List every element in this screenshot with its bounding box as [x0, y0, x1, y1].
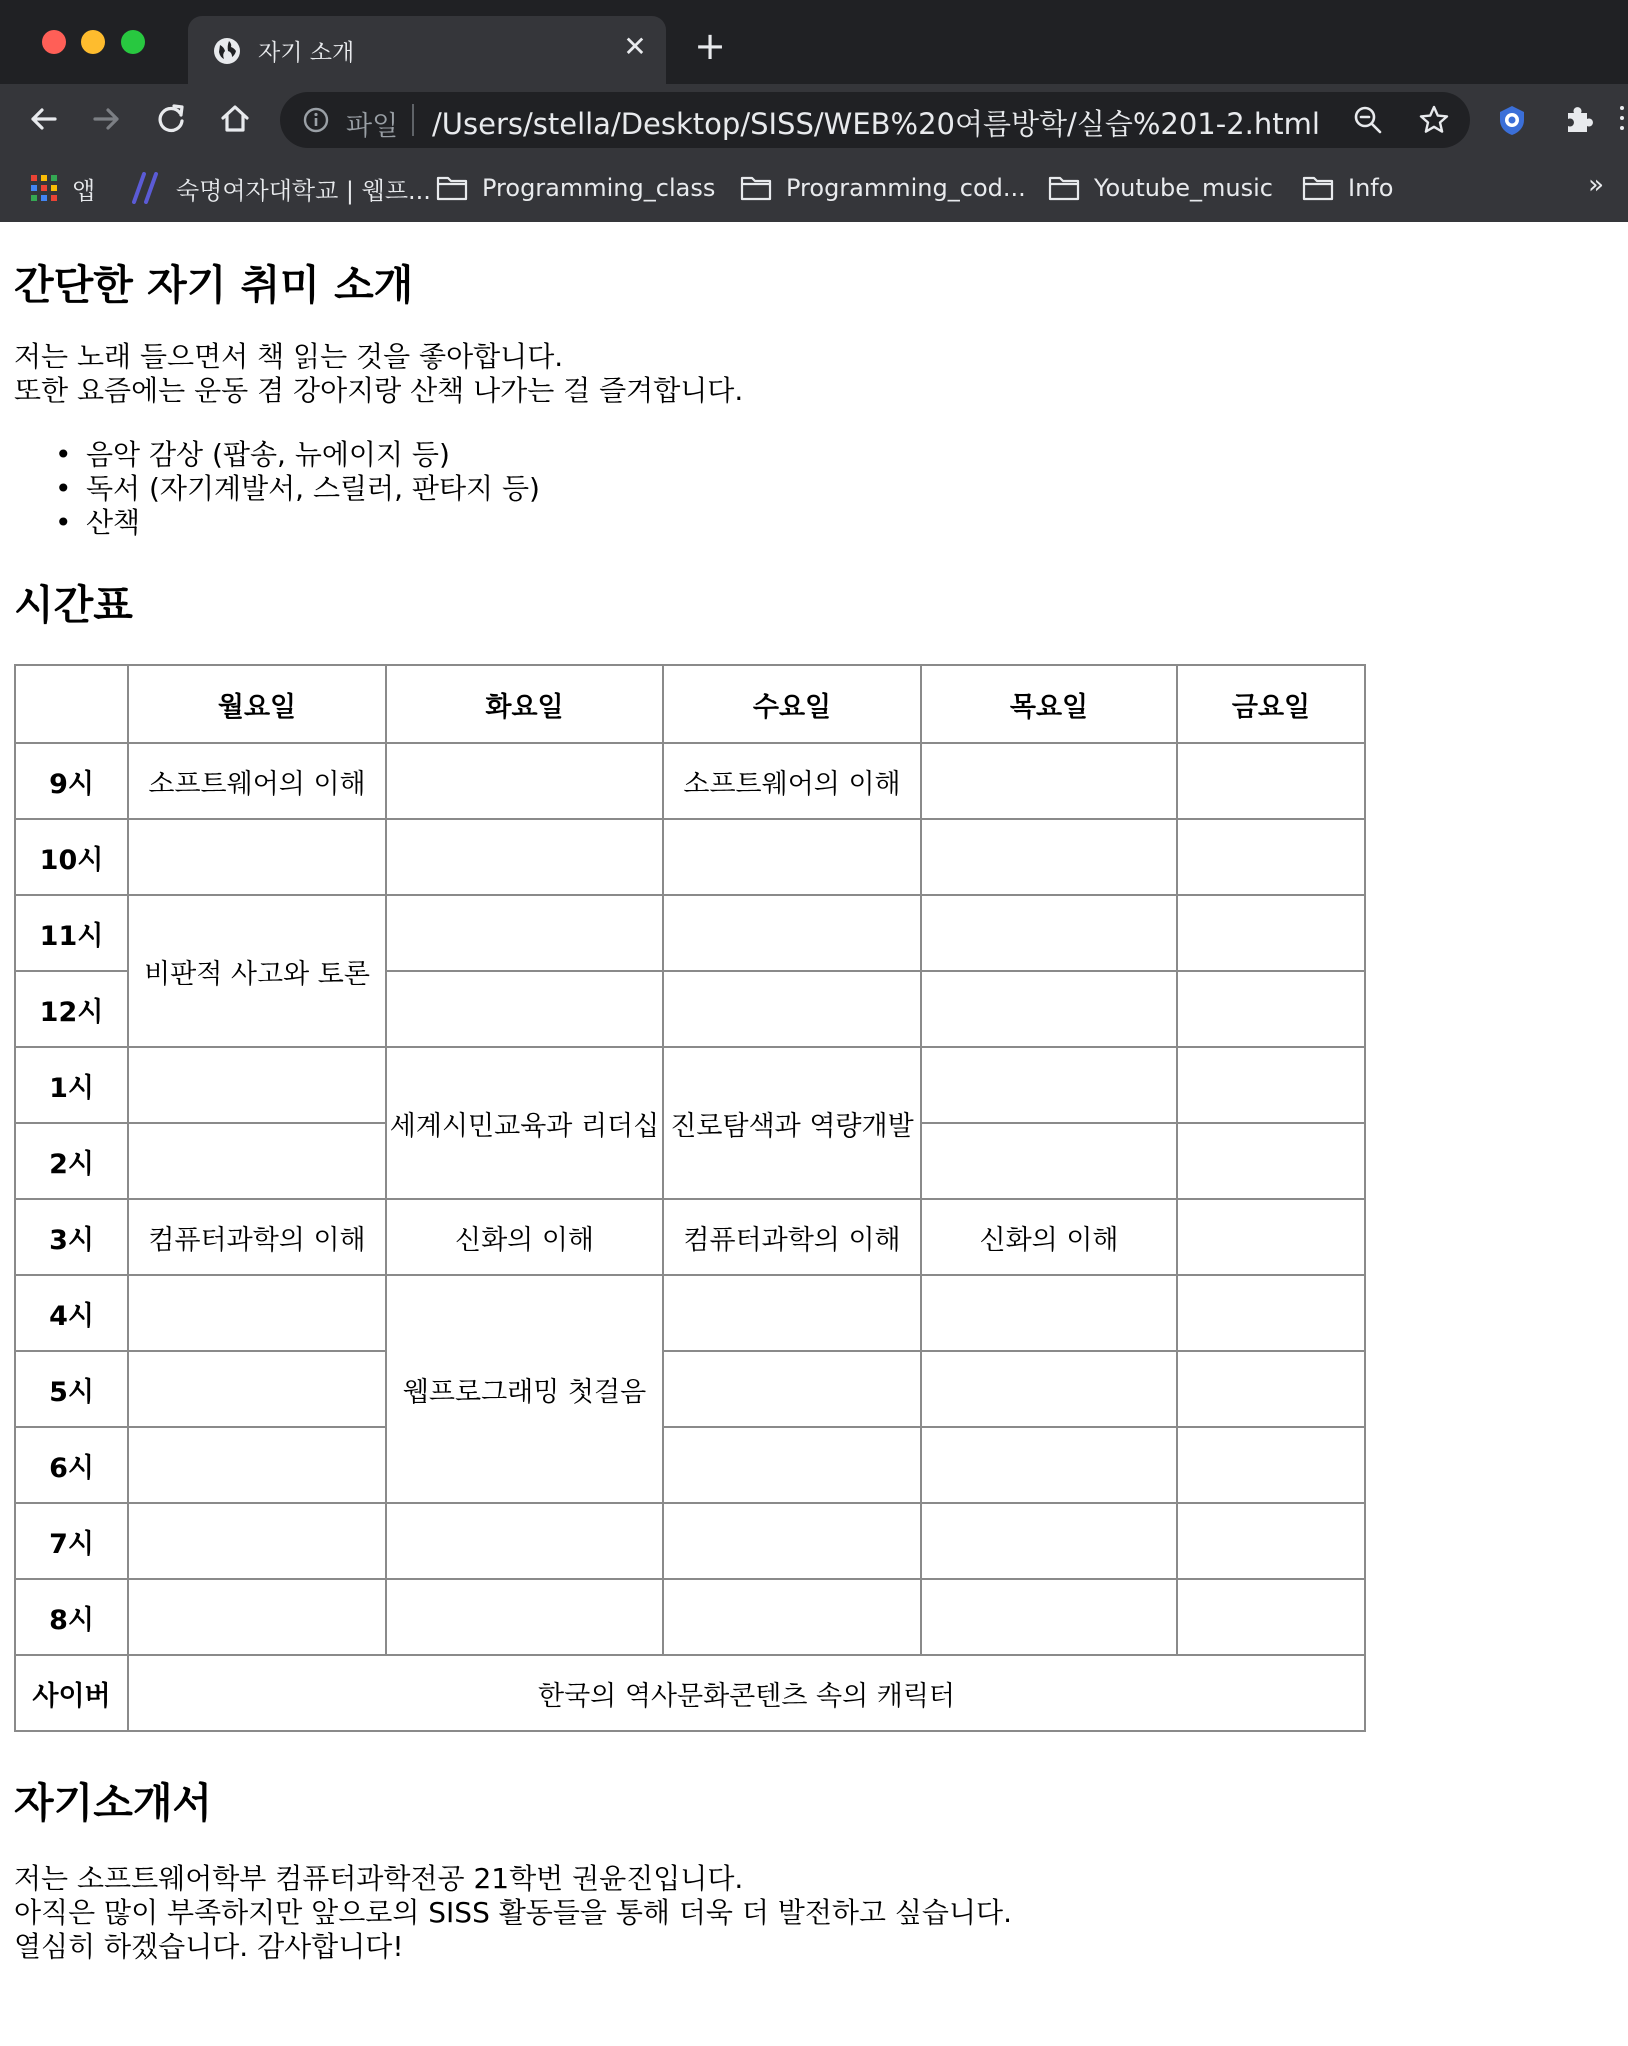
list-item: • 음악 감상 (팝송, 뉴에이지 등) — [14, 438, 540, 472]
time-cell: 4시 — [15, 1275, 128, 1351]
empty-cell — [921, 1275, 1177, 1351]
empty-cell — [128, 1047, 386, 1123]
bookmark-label: Youtube_music — [1094, 174, 1273, 202]
empty-cell — [128, 1351, 386, 1427]
close-tab-icon[interactable]: ✕ — [623, 30, 647, 63]
empty-cell — [921, 743, 1177, 819]
empty-cell — [128, 1579, 386, 1655]
maximize-window-button[interactable] — [121, 30, 145, 54]
empty-cell — [1177, 971, 1365, 1047]
time-cell: 5시 — [15, 1351, 128, 1427]
class-cell: 한국의 역사문화콘텐츠 속의 캐릭터 — [128, 1655, 1365, 1731]
empty-cell — [921, 971, 1177, 1047]
class-cell: 신화의 이해 — [921, 1199, 1177, 1275]
day-header: 금요일 — [1177, 665, 1365, 743]
table-row — [15, 1427, 1365, 1503]
back-button[interactable] — [22, 98, 64, 140]
table-row — [15, 1351, 1365, 1427]
time-cell: 12시 — [15, 971, 128, 1047]
address-divider — [412, 104, 414, 136]
empty-cell — [663, 895, 921, 971]
bookmark-label: Programming_class — [482, 174, 716, 202]
time-cell: 사이버 — [15, 1655, 128, 1731]
timetable-heading: 시간표 — [14, 581, 133, 629]
empty-cell — [663, 1579, 921, 1655]
bookmark-label: Info — [1348, 174, 1394, 202]
hobby-heading: 간단한 자기 취미 소개 — [14, 261, 414, 309]
class-cell: 소프트웨어의 이해 — [128, 743, 386, 819]
empty-cell — [386, 1503, 663, 1579]
class-cell: 소프트웨어의 이해 — [663, 743, 921, 819]
empty-cell — [1177, 1199, 1365, 1275]
day-header: 월요일 — [128, 665, 386, 743]
bookmark-folder-info[interactable] — [1302, 168, 1393, 208]
text-line: 또한 요즘에는 운동 겸 강아지랑 산책 나가는 걸 즐겨합니다. — [14, 374, 744, 407]
empty-cell — [386, 895, 663, 971]
day-header: 목요일 — [921, 665, 1177, 743]
day-header: 화요일 — [386, 665, 663, 743]
bookmark-folder-programming-class[interactable] — [436, 168, 715, 208]
table-row — [15, 743, 1365, 819]
empty-cell — [921, 895, 1177, 971]
class-cell: 컴퓨터과학의 이해 — [663, 1199, 921, 1275]
url-scheme: 파일 — [346, 111, 399, 142]
hobby-list — [14, 438, 540, 540]
time-cell: 10시 — [15, 819, 128, 895]
empty-cell — [663, 1427, 921, 1503]
class-cell: 웹프로그래밍 첫걸음 — [386, 1275, 663, 1503]
time-cell: 3시 — [15, 1199, 128, 1275]
time-cell: 2시 — [15, 1123, 128, 1199]
table-row — [15, 1655, 1365, 1731]
toolbar — [0, 84, 1628, 154]
table-header-row — [15, 665, 1365, 743]
forward-button[interactable] — [86, 98, 128, 140]
extensions-puzzle-icon[interactable] — [1560, 102, 1596, 138]
empty-cell — [921, 1047, 1177, 1123]
empty-cell — [921, 1351, 1177, 1427]
zoom-icon[interactable] — [1352, 104, 1384, 136]
empty-cell — [663, 1275, 921, 1351]
tab-active[interactable] — [188, 16, 666, 84]
empty-cell — [1177, 1579, 1365, 1655]
class-cell: 진로탐색과 역량개발 — [663, 1047, 921, 1199]
empty-cell — [1177, 895, 1365, 971]
table-row — [15, 1275, 1365, 1351]
browser-chrome — [0, 0, 1628, 222]
class-cell: 세계시민교육과 리더십 — [386, 1047, 663, 1199]
home-icon — [214, 98, 256, 140]
new-tab-button[interactable]: + — [694, 24, 726, 68]
timetable — [14, 664, 1366, 1732]
home-button[interactable] — [214, 98, 256, 140]
intro-paragraph — [14, 1862, 1012, 1964]
empty-cell — [1177, 1275, 1365, 1351]
apps-grid-icon — [30, 174, 58, 202]
menu-dots-icon[interactable] — [1620, 106, 1624, 134]
table-row — [15, 1579, 1365, 1655]
bookmark-folder-youtube-music[interactable] — [1048, 168, 1273, 208]
empty-cell — [1177, 1503, 1365, 1579]
table-row — [15, 1199, 1365, 1275]
url-text[interactable]: /Users/stella/Desktop/SISS/WEB%20여름방학/실습%201-2.html — [432, 107, 1320, 141]
empty-cell — [663, 1503, 921, 1579]
empty-cell — [128, 819, 386, 895]
time-cell: 7시 — [15, 1503, 128, 1579]
empty-cell — [386, 1579, 663, 1655]
time-cell: 9시 — [15, 743, 128, 819]
info-icon[interactable] — [302, 106, 330, 134]
text-line: 아직은 많이 부족하지만 앞으로의 SISS 활동들을 통해 더욱 더 발전하고 싶습니다. — [14, 1896, 1012, 1929]
bookmark-star-icon[interactable] — [1418, 104, 1450, 136]
empty-cell — [1177, 1351, 1365, 1427]
empty-cell — [386, 819, 663, 895]
back-arrow-icon — [22, 98, 64, 140]
bookmarks-overflow-button[interactable]: » — [1588, 170, 1604, 200]
reload-button[interactable] — [150, 98, 192, 140]
bookmark-apps[interactable] — [30, 168, 95, 208]
empty-cell — [1177, 1427, 1365, 1503]
bookmarks-bar — [0, 154, 1628, 222]
empty-cell — [921, 1579, 1177, 1655]
empty-cell — [128, 1275, 386, 1351]
table-row — [15, 1047, 1365, 1123]
empty-cell — [921, 1427, 1177, 1503]
list-item: • 독서 (자기계발서, 스릴러, 판타지 등) — [14, 472, 540, 506]
hobby-paragraph — [14, 340, 743, 408]
empty-cell — [128, 1123, 386, 1199]
table-row — [15, 895, 1365, 971]
time-cell: 11시 — [15, 895, 128, 971]
folder-icon — [436, 175, 468, 201]
table-row — [15, 819, 1365, 895]
day-header: 수요일 — [663, 665, 921, 743]
close-window-button[interactable] — [42, 30, 66, 54]
empty-cell — [1177, 1047, 1365, 1123]
globe-icon — [212, 36, 242, 66]
intro-heading: 자기소개서 — [14, 1779, 213, 1827]
reload-icon — [150, 98, 192, 140]
class-cell: 신화의 이해 — [386, 1199, 663, 1275]
empty-cell — [128, 1503, 386, 1579]
empty-cell — [386, 971, 663, 1047]
text-line: 열심히 하겠습니다. 감사합니다! — [14, 1930, 404, 1963]
folder-icon — [1302, 175, 1334, 201]
time-cell: 1시 — [15, 1047, 128, 1123]
empty-cell — [386, 743, 663, 819]
empty-cell — [663, 819, 921, 895]
text-line: 저는 노래 들으면서 책 읽는 것을 좋아합니다. — [14, 340, 564, 373]
address-bar[interactable] — [280, 92, 1470, 148]
empty-cell — [921, 1123, 1177, 1199]
corner-cell — [15, 665, 128, 743]
time-cell: 6시 — [15, 1427, 128, 1503]
bookmark-label: 앱 — [72, 176, 96, 205]
time-cell: 8시 — [15, 1579, 128, 1655]
empty-cell — [921, 819, 1177, 895]
empty-cell — [663, 1351, 921, 1427]
empty-cell — [663, 971, 921, 1047]
bookmark-sookmyung[interactable] — [130, 168, 431, 208]
bookmark-folder-programming-code[interactable] — [740, 168, 1026, 208]
empty-cell — [1177, 819, 1365, 895]
folder-icon — [1048, 175, 1080, 201]
class-cell: 컴퓨터과학의 이해 — [128, 1199, 386, 1275]
minimize-window-button[interactable] — [81, 30, 105, 54]
empty-cell — [921, 1503, 1177, 1579]
empty-cell — [128, 1427, 386, 1503]
tab-title: 자기 소개 — [258, 40, 355, 66]
list-item: • 산책 — [14, 506, 540, 540]
bookmark-label: 숙명여자대학교 | 웹프... — [176, 176, 431, 205]
empty-cell — [1177, 1123, 1365, 1199]
table-row — [15, 1503, 1365, 1579]
empty-cell — [1177, 743, 1365, 819]
text-line: 저는 소프트웨어학부 컴퓨터과학전공 21학번 권윤진입니다. — [14, 1862, 744, 1895]
forward-arrow-icon — [86, 98, 128, 140]
title-bar — [0, 0, 1628, 84]
extension-shield-icon[interactable] — [1494, 102, 1530, 138]
class-cell: 비판적 사고와 토론 — [128, 895, 386, 1047]
bookmark-label: Programming_cod... — [786, 174, 1026, 202]
folder-icon — [740, 175, 772, 201]
site-slash-icon — [130, 172, 162, 204]
